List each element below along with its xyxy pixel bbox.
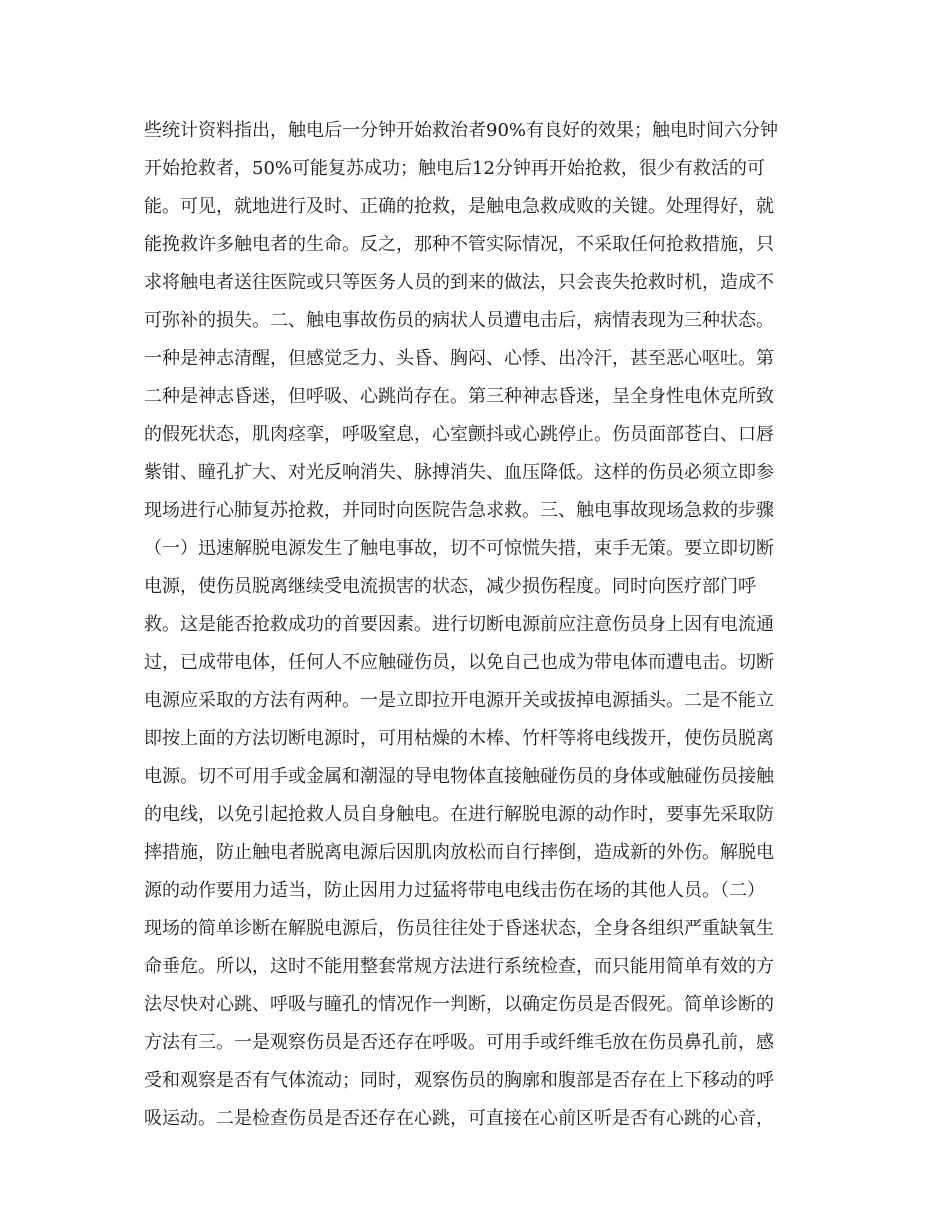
text-line: 电源应采取的方法有两种。一是立即拉开电源开关或拔掉电源插头。二是不能立 (144, 690, 774, 711)
text-line: 现场进行心肺复苏抢救，并同时向医院告急求救。三、触电事故现场急救的步骤 (144, 500, 774, 521)
text-line: 摔措施，防止触电者脱离电源后因肌肉放松而自行摔倒，造成新的外伤。解脱电 (144, 842, 774, 863)
text-line: 的电线，以免引起抢救人员自身触电。在进行解脱电源的动作时，要事先采取防 (144, 804, 774, 825)
text-line: 电源，使伤员脱离继续受电流损害的状态，减少损伤程度。同时向医疗部门呼 (144, 576, 756, 597)
text-line: 些统计资料指出，触电后一分钟开始救治者90%有良好的效果；触电时间六分钟 (144, 120, 779, 141)
text-line: 现场的简单诊断在解脱电源后，伤员往往处于昏迷状态，全身各组织严重缺氧生 (144, 918, 774, 939)
text-line: 的假死状态，肌肉痉挛，呼吸窒息，心室颤抖或心跳停止。伤员面部苍白、口唇 (144, 424, 774, 445)
text-line: 即按上面的方法切断电源时，可用枯燥的木棒、竹杆等将电线拨开，使伤员脱离 (144, 728, 774, 749)
text-line: （一）迅速解脱电源发生了触电事故，切不可惊慌失措，束手无策。要立即切断 (144, 538, 774, 559)
text-line: 吸运动。二是检查伤员是否还存在心跳，可直接在心前区听是否有心跳的心音， (144, 1108, 774, 1129)
text-line: 法尽快对心跳、呼吸与瞳孔的情况作一判断，以确定伤员是否假死。简单诊断的 (144, 994, 774, 1015)
text-line: 受和观察是否有气体流动；同时，观察伤员的胸廓和腹部是否存在上下移动的呼 (144, 1070, 774, 1091)
text-line: 能。可见，就地进行及时、正确的抢救，是触电急救成败的关键。处理得好，就 (144, 196, 774, 217)
text-line: 命垂危。所以，这时不能用整套常规方法进行系统检查，而只能用简单有效的方 (144, 956, 774, 977)
text-line: 过，已成带电体，任何人不应触碰伤员，以免自己也成为带电体而遭电击。切断 (144, 652, 774, 673)
text-line: 求将触电者送往医院或只等医务人员的到来的做法，只会丧失抢救时机，造成不 (144, 272, 774, 293)
text-line: 一种是神志清醒，但感觉乏力、头昏、胸闷、心悸、出冷汗，甚至恶心呕吐。第 (144, 348, 774, 369)
text-line: 救。这是能否抢救成功的首要因素。进行切断电源前应注意伤员身上因有电流通 (144, 614, 774, 635)
text-line: 紫钳、瞳孔扩大、对光反响消失、脉搏消失、血压降低。这样的伤员必须立即参 (144, 462, 774, 483)
text-line: 电源。切不可用手或金属和潮湿的导电物体直接触碰伤员的身体或触碰伤员接触 (144, 766, 774, 787)
text-line: 二种是神志昏迷，但呼吸、心跳尚存在。第三种神志昏迷，呈全身性电休克所致 (144, 386, 774, 407)
text-line: 源的动作要用力适当，防止因用力过猛将带电电线击伤在场的其他人员。（二） (144, 880, 765, 901)
text-line: 开始抢救者，50%可能复苏成功；触电后12分钟再开始抢救，很少有救活的可 (144, 158, 765, 179)
body-text (144, 112, 804, 1138)
text-line: 可弥补的损失。二、触电事故伤员的病状人员遭电击后，病情表现为三种状态。 (144, 310, 774, 331)
text-line: 能挽救许多触电者的生命。反之，那种不管实际情况，不采取任何抢救措施，只 (144, 234, 774, 255)
text-line: 方法有三。一是观察伤员是否还存在呼吸。可用手或纤维毛放在伤员鼻孔前，感 (144, 1032, 774, 1053)
